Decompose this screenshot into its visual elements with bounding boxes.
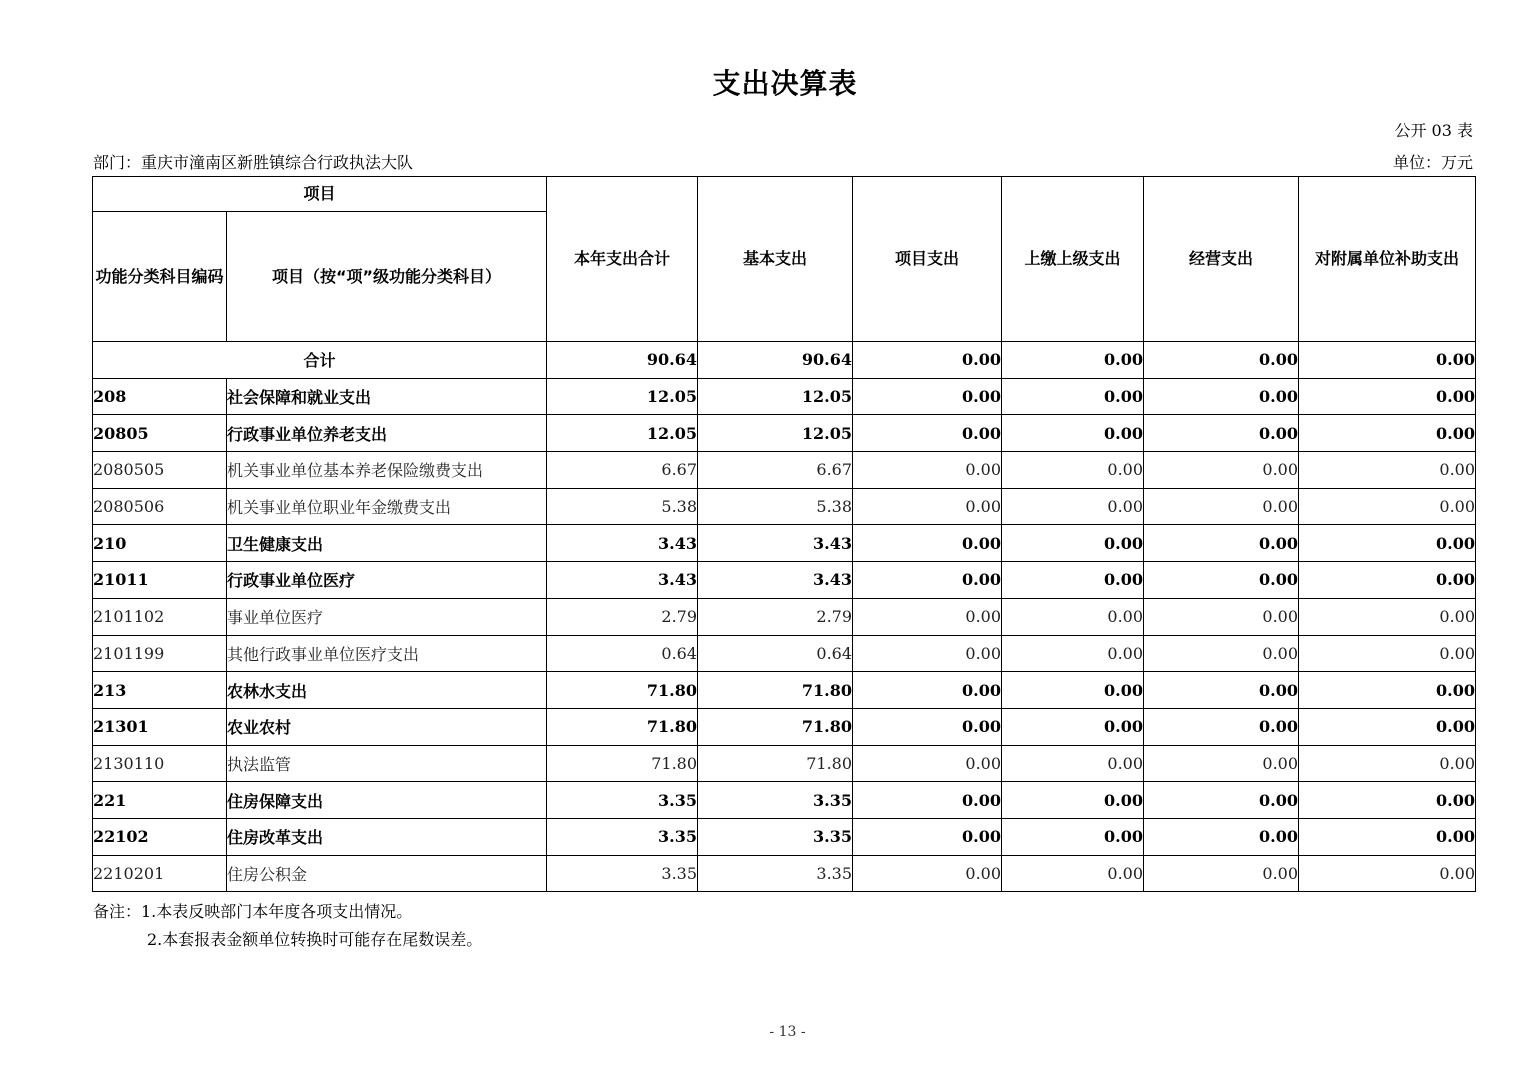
row-value: 0.00 [1002, 818, 1144, 855]
total-value: 0.00 [853, 342, 1002, 379]
row-code: 2080505 [93, 452, 227, 489]
row-code: 2210201 [93, 855, 227, 892]
row-value: 0.00 [1144, 708, 1299, 745]
row-value: 0.00 [853, 415, 1002, 452]
department-label: 部门：重庆市潼南区新胜镇综合行政执法大队 [93, 153, 414, 172]
row-value: 2.79 [547, 598, 698, 635]
row-name: 住房改革支出 [227, 818, 547, 855]
row-value: 0.00 [1299, 672, 1476, 709]
row-value: 0.00 [1144, 818, 1299, 855]
table-row [93, 708, 1476, 745]
total-value: 0.00 [1144, 342, 1299, 379]
row-value: 0.00 [1002, 525, 1144, 562]
row-code: 20805 [93, 415, 227, 452]
row-value: 71.80 [698, 708, 853, 745]
row-value: 71.80 [698, 672, 853, 709]
row-value: 0.00 [1002, 745, 1144, 782]
table-row [93, 598, 1476, 635]
row-value: 0.00 [1144, 488, 1299, 525]
table-row [93, 818, 1476, 855]
header-basic: 基本支出 [698, 177, 853, 342]
total-value: 0.00 [1002, 342, 1144, 379]
table-row [93, 415, 1476, 452]
row-value: 0.00 [1299, 745, 1476, 782]
row-value: 0.00 [1144, 635, 1299, 672]
page-title: 支出决算表 [712, 67, 858, 100]
table-row [93, 562, 1476, 599]
row-value: 0.00 [1002, 598, 1144, 635]
row-value: 12.05 [698, 378, 853, 415]
row-value: 0.00 [853, 818, 1002, 855]
row-code: 208 [93, 378, 227, 415]
row-value: 71.80 [547, 745, 698, 782]
note-line-2: 2.本套报表金额单位转换时可能存在尾数误差。 [147, 930, 483, 949]
row-value: 0.00 [853, 635, 1002, 672]
row-value: 0.64 [698, 635, 853, 672]
row-value: 0.00 [1299, 818, 1476, 855]
row-code: 2080506 [93, 488, 227, 525]
row-name: 行政事业单位医疗 [227, 562, 547, 599]
row-value: 71.80 [547, 708, 698, 745]
row-value: 0.00 [1144, 598, 1299, 635]
total-value: 90.64 [547, 342, 698, 379]
row-value: 3.35 [698, 818, 853, 855]
header-code: 功能分类科目编码 [93, 212, 227, 342]
table-row [93, 378, 1476, 415]
header-total: 本年支出合计 [547, 177, 698, 342]
row-value: 0.00 [1144, 415, 1299, 452]
form-number: 公开 03 表 [1394, 121, 1473, 140]
row-value: 0.00 [853, 525, 1002, 562]
row-value: 0.00 [1144, 562, 1299, 599]
row-value: 0.00 [1002, 378, 1144, 415]
row-value: 0.00 [1299, 562, 1476, 599]
row-value: 3.43 [547, 562, 698, 599]
row-value: 0.00 [1299, 598, 1476, 635]
row-value: 0.00 [1002, 708, 1144, 745]
row-value: 71.80 [547, 672, 698, 709]
row-name: 农业农村 [227, 708, 547, 745]
row-value: 3.43 [698, 525, 853, 562]
row-value: 0.00 [853, 598, 1002, 635]
row-code: 22102 [93, 818, 227, 855]
row-value: 0.00 [853, 378, 1002, 415]
row-name: 机关事业单位职业年金缴费支出 [227, 488, 547, 525]
total-value: 90.64 [698, 342, 853, 379]
row-value: 0.00 [1299, 452, 1476, 489]
row-value: 0.00 [853, 855, 1002, 892]
row-value: 0.00 [1144, 745, 1299, 782]
row-code: 21011 [93, 562, 227, 599]
table-row [93, 782, 1476, 819]
table-row [93, 745, 1476, 782]
unit-label: 单位：万元 [1392, 153, 1473, 172]
row-value: 12.05 [698, 415, 853, 452]
header-project: 项目支出 [853, 177, 1002, 342]
row-value: 0.00 [1299, 855, 1476, 892]
row-value: 3.35 [698, 782, 853, 819]
row-value: 0.00 [1144, 452, 1299, 489]
row-code: 2130110 [93, 745, 227, 782]
row-value: 0.00 [1002, 562, 1144, 599]
row-code: 210 [93, 525, 227, 562]
row-code: 21301 [93, 708, 227, 745]
row-value: 0.00 [853, 488, 1002, 525]
row-value: 0.00 [1002, 635, 1144, 672]
row-code: 2101199 [93, 635, 227, 672]
row-value: 0.00 [1002, 855, 1144, 892]
row-value: 3.43 [698, 562, 853, 599]
row-name: 社会保障和就业支出 [227, 378, 547, 415]
row-value: 0.00 [1144, 525, 1299, 562]
row-value: 3.43 [547, 525, 698, 562]
row-name: 住房公积金 [227, 855, 547, 892]
row-value: 0.00 [853, 745, 1002, 782]
row-value: 0.00 [853, 672, 1002, 709]
row-value: 6.67 [698, 452, 853, 489]
row-name: 住房保障支出 [227, 782, 547, 819]
row-value: 0.00 [1299, 488, 1476, 525]
row-name: 卫生健康支出 [227, 525, 547, 562]
row-value: 0.00 [1144, 855, 1299, 892]
header-subsidy: 对附属单位补助支出 [1299, 177, 1476, 342]
row-code: 221 [93, 782, 227, 819]
row-value: 0.00 [1002, 415, 1144, 452]
row-value: 3.35 [547, 855, 698, 892]
table-row [93, 525, 1476, 562]
row-code: 213 [93, 672, 227, 709]
expenditure-table [92, 176, 1476, 892]
row-value: 3.35 [547, 782, 698, 819]
table-row [93, 672, 1476, 709]
row-value: 0.00 [853, 782, 1002, 819]
row-value: 0.00 [1144, 378, 1299, 415]
row-code: 2101102 [93, 598, 227, 635]
total-row [93, 342, 1476, 379]
row-value: 12.05 [547, 415, 698, 452]
row-name: 其他行政事业单位医疗支出 [227, 635, 547, 672]
row-value: 71.80 [698, 745, 853, 782]
row-value: 0.00 [1002, 672, 1144, 709]
row-name: 农林水支出 [227, 672, 547, 709]
header-item-group: 项目 [93, 177, 547, 212]
row-value: 0.00 [853, 708, 1002, 745]
notes [93, 898, 482, 954]
total-label: 合计 [93, 342, 547, 379]
page-number: - 13 - [769, 1024, 806, 1040]
header-name: 项目（按“项”级功能分类科目） [227, 212, 547, 342]
table-row [93, 855, 1476, 892]
row-value: 0.00 [1299, 782, 1476, 819]
row-value: 0.00 [1002, 488, 1144, 525]
row-value: 0.00 [1299, 378, 1476, 415]
row-value: 0.00 [1299, 708, 1476, 745]
table-row [93, 635, 1476, 672]
row-name: 执法监管 [227, 745, 547, 782]
row-value: 0.00 [853, 562, 1002, 599]
header-upper: 上缴上级支出 [1002, 177, 1144, 342]
table-row [93, 488, 1476, 525]
row-value: 3.35 [698, 855, 853, 892]
total-value: 0.00 [1299, 342, 1476, 379]
row-value: 0.00 [1144, 782, 1299, 819]
table-row [93, 452, 1476, 489]
row-value: 3.35 [547, 818, 698, 855]
row-value: 6.67 [547, 452, 698, 489]
row-value: 5.38 [547, 488, 698, 525]
row-name: 事业单位医疗 [227, 598, 547, 635]
row-value: 0.00 [1299, 525, 1476, 562]
row-value: 5.38 [698, 488, 853, 525]
row-value: 0.64 [547, 635, 698, 672]
header-business: 经营支出 [1144, 177, 1299, 342]
row-value: 2.79 [698, 598, 853, 635]
row-value: 12.05 [547, 378, 698, 415]
row-name: 机关事业单位基本养老保险缴费支出 [227, 452, 547, 489]
row-value: 0.00 [1002, 782, 1144, 819]
row-value: 0.00 [1299, 635, 1476, 672]
note-line-1: 备注：1.本表反映部门本年度各项支出情况。 [93, 902, 413, 921]
row-value: 0.00 [1002, 452, 1144, 489]
row-value: 0.00 [853, 452, 1002, 489]
row-name: 行政事业单位养老支出 [227, 415, 547, 452]
row-value: 0.00 [1299, 415, 1476, 452]
row-value: 0.00 [1144, 672, 1299, 709]
